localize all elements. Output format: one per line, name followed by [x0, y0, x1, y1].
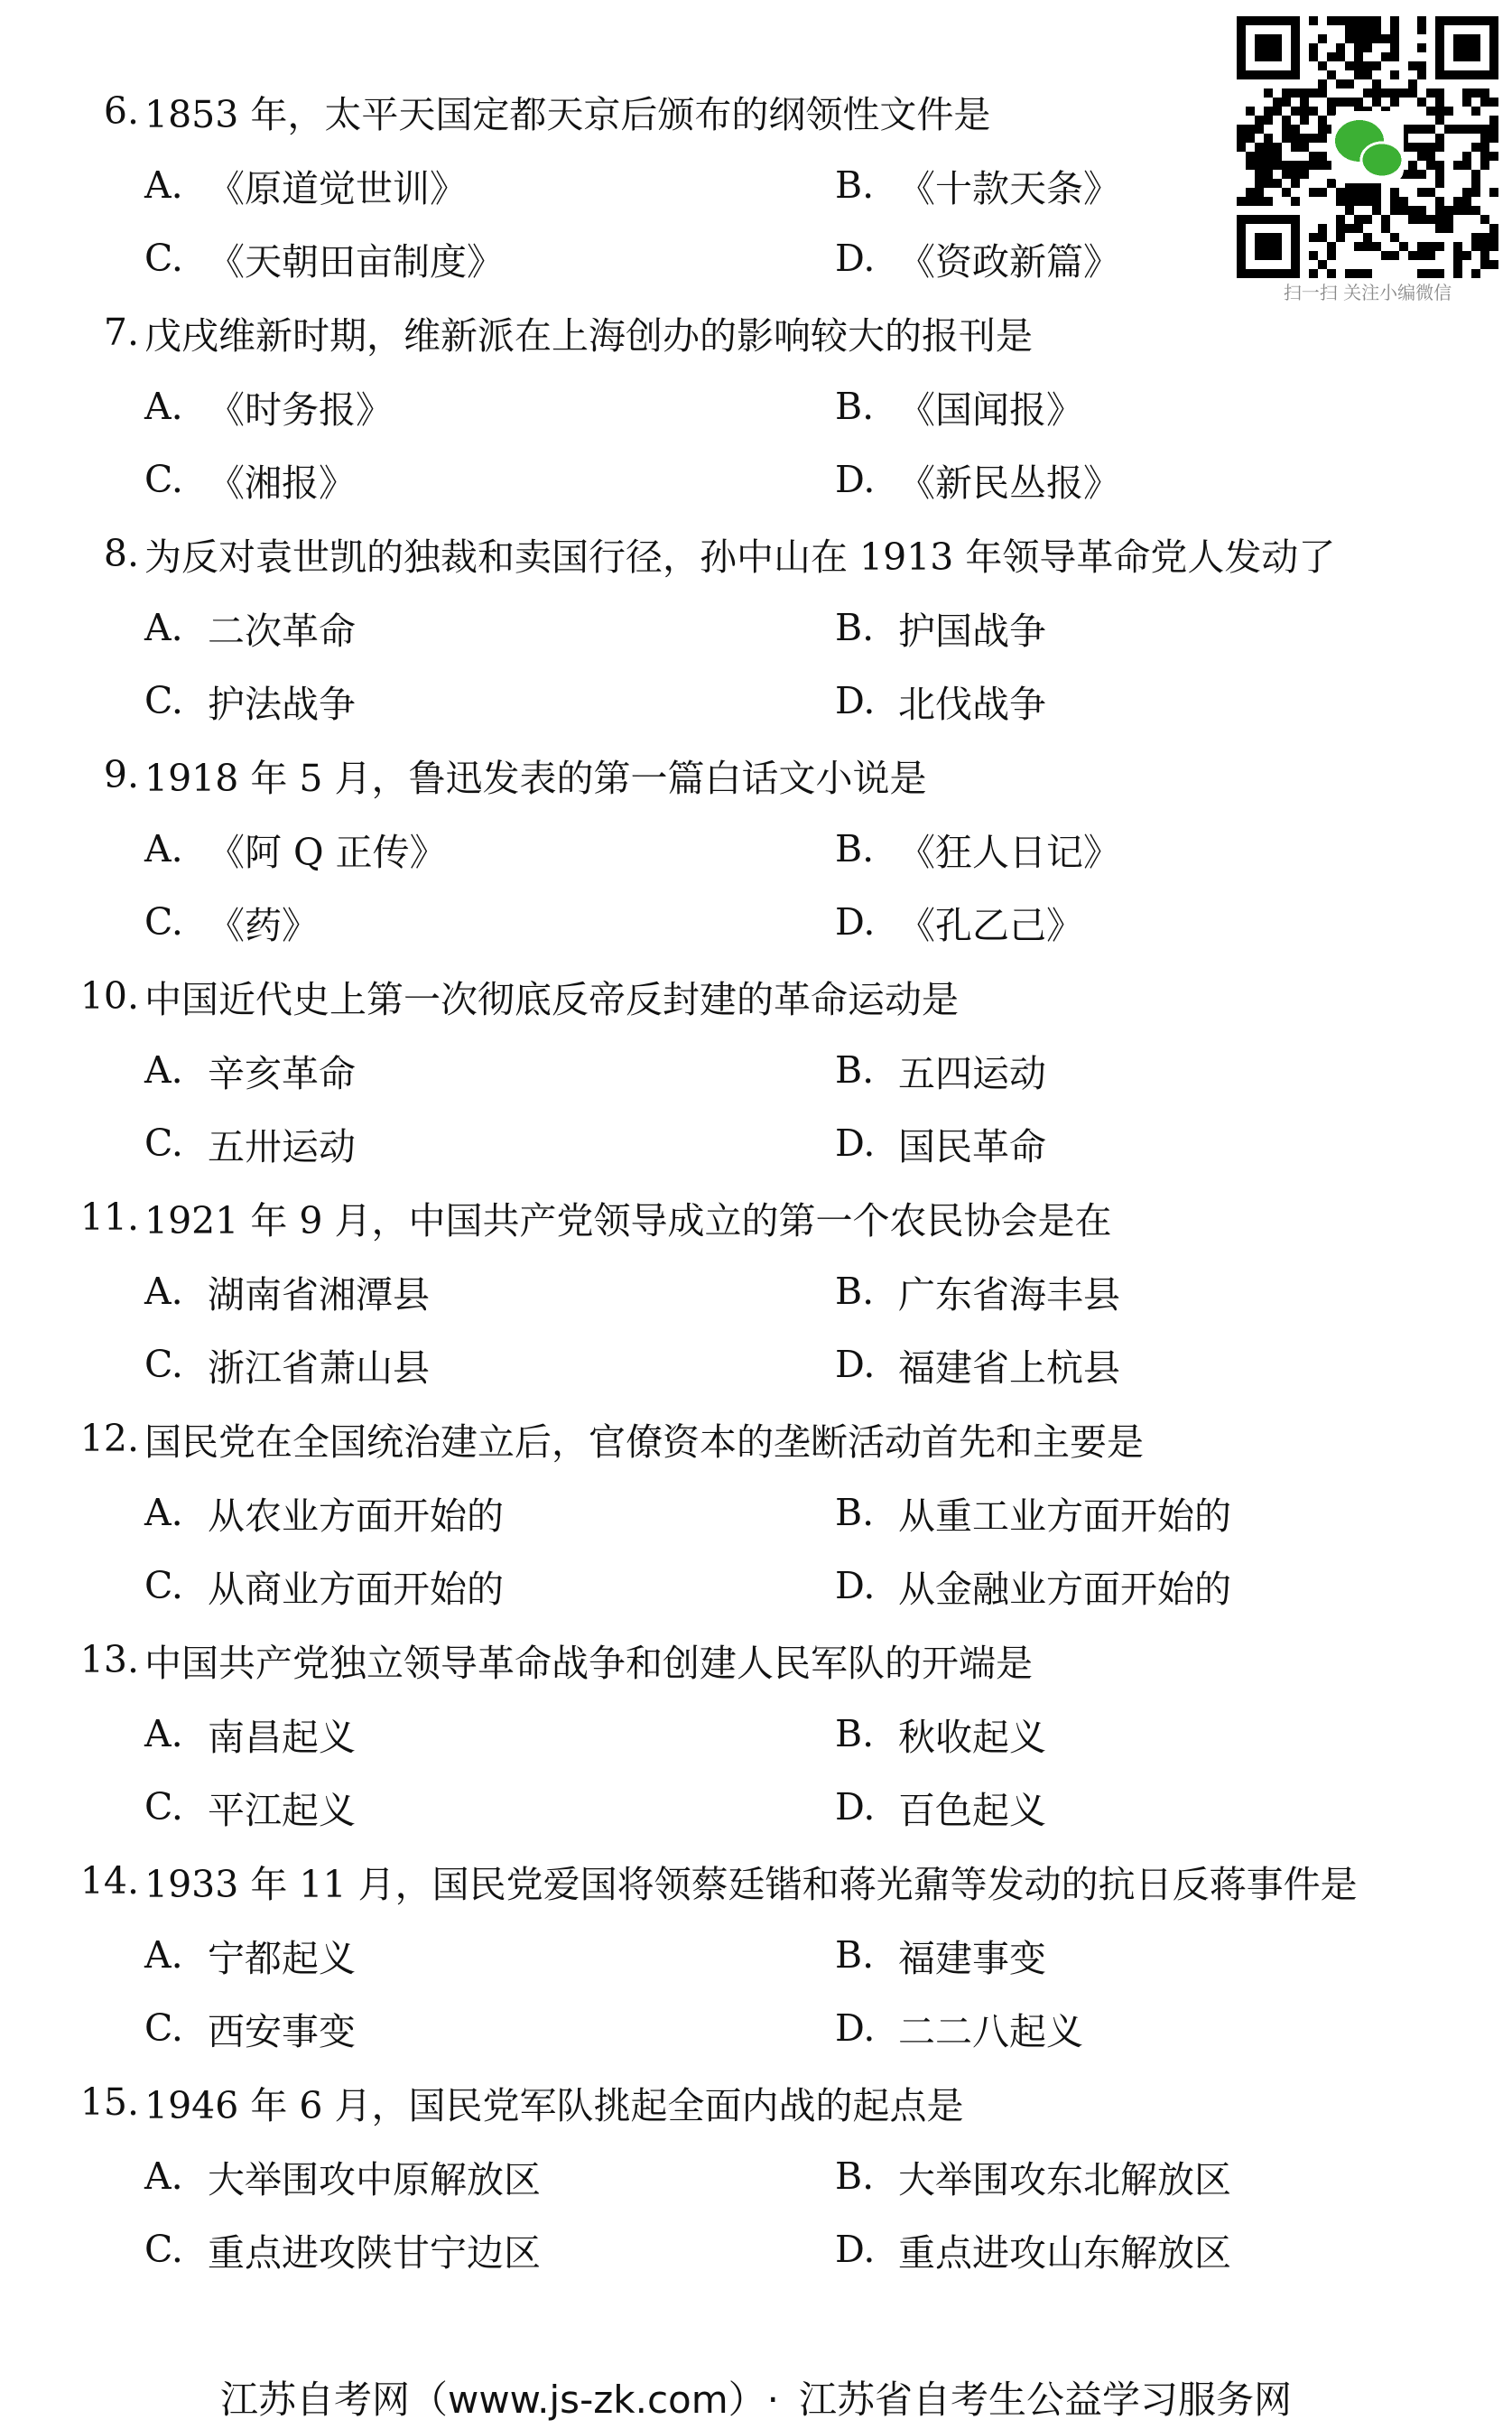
question-item	[0, 1401, 1512, 1623]
option-text: 《原道觉世训》	[208, 166, 467, 210]
question-stem	[0, 2065, 964, 2139]
option-text: 浙江省萧山县	[208, 1345, 430, 1390]
answer-option	[144, 1549, 504, 1623]
option-letter: D.	[835, 1121, 876, 1165]
question-text: 1933 年 11 月，国民党爱国将领蔡廷锴和蒋光鼐等发动的抗日反蒋事件是	[144, 1862, 1358, 1906]
answer-option	[144, 1254, 430, 1328]
answer-option	[835, 1991, 1083, 2065]
option-text: 从金融业方面开始的	[898, 1567, 1231, 1611]
question-item	[0, 517, 1512, 738]
answer-option	[144, 591, 356, 665]
option-letter: B.	[835, 1933, 875, 1977]
answer-option	[835, 442, 1120, 517]
question-stem	[0, 517, 1335, 591]
option-letter: D.	[835, 2228, 876, 2271]
question-text: 1853 年，太平天国定都天京后颁布的纲领性文件是	[144, 92, 991, 136]
option-letter: B.	[835, 1270, 875, 1313]
question-stem	[0, 74, 990, 148]
question-number: 14.	[79, 1859, 139, 1903]
option-text: 从商业方面开始的	[208, 1567, 504, 1611]
answer-option	[835, 591, 1046, 665]
option-letter: A.	[144, 1933, 183, 1977]
option-letter: D.	[835, 1564, 876, 1607]
question-text: 中国近代史上第一次彻底反帝反封建的革命运动是	[144, 977, 959, 1021]
option-letter: C.	[144, 900, 183, 944]
question-number: 12.	[79, 1417, 139, 1460]
option-text: 平江起义	[208, 1788, 356, 1832]
option-text: 百色起义	[898, 1788, 1046, 1832]
option-letter: B.	[835, 385, 875, 428]
answer-option	[835, 221, 1120, 295]
question-text: 戊戌维新时期，维新派在上海创办的影响较大的报刊是	[144, 313, 1033, 358]
answer-option	[144, 885, 319, 959]
option-text: 辛亥革命	[208, 1051, 356, 1095]
question-number: 7.	[103, 311, 139, 354]
qr-caption: 扫一扫 关注小编微信	[1283, 282, 1452, 303]
option-text: 《新民丛报》	[898, 461, 1120, 505]
option-text: 《湘报》	[208, 461, 356, 505]
answer-option	[144, 148, 467, 222]
answer-option	[835, 885, 1083, 959]
option-text: 湖南省湘潭县	[208, 1272, 430, 1317]
option-text: 《时务报》	[208, 387, 393, 432]
question-number: 10.	[79, 974, 139, 1018]
answer-option	[144, 1033, 356, 1107]
answer-option	[144, 369, 393, 443]
answer-option	[144, 1106, 356, 1180]
answer-option	[835, 148, 1120, 222]
answer-option	[144, 1327, 430, 1401]
option-text: 《孔乙己》	[898, 903, 1083, 947]
option-letter: A.	[144, 827, 183, 870]
question-number: 8.	[103, 532, 139, 575]
question-text: 1946 年 6 月，国民党军队挑起全面内战的起点是	[144, 2083, 964, 2127]
option-text: 《资政新篇》	[898, 239, 1120, 284]
answer-option	[835, 664, 1046, 738]
option-letter: B.	[835, 1491, 875, 1534]
option-letter: A.	[144, 1270, 183, 1313]
question-item	[0, 1623, 1512, 1844]
option-text: 护法战争	[208, 682, 356, 726]
option-letter: D.	[835, 458, 876, 501]
option-text: 大举围攻中原解放区	[208, 2157, 541, 2201]
option-text: 五卅运动	[208, 1124, 356, 1168]
footer	[0, 2370, 1512, 2424]
option-letter: C.	[144, 1343, 183, 1386]
question-item	[0, 2065, 1512, 2286]
option-text: 宁都起义	[208, 1936, 356, 1980]
option-letter: B.	[835, 606, 875, 649]
answer-option	[144, 221, 504, 295]
question-item	[0, 295, 1512, 517]
question-text: 国民党在全国统治建立后，官僚资本的垄断活动首先和主要是	[144, 1419, 1144, 1464]
answer-option	[144, 2139, 541, 2213]
question-item	[0, 74, 1512, 295]
option-letter: A.	[144, 1712, 183, 1755]
answer-option	[835, 1918, 1046, 1992]
question-text: 为反对袁世凯的独裁和卖国行径，孙中山在 1913 年领导革命党人发动了	[144, 535, 1336, 579]
question-text: 1921 年 9 月，中国共产党领导成立的第一个农民协会是在	[144, 1198, 1112, 1242]
question-number: 6.	[103, 89, 139, 133]
footer-separator: ·	[766, 2378, 780, 2422]
option-text: 二次革命	[208, 609, 356, 653]
question-item	[0, 959, 1512, 1180]
option-text: 福建省上杭县	[898, 1345, 1120, 1390]
question-stem	[0, 1623, 1033, 1697]
option-text: 广东省海丰县	[898, 1272, 1120, 1317]
option-text: 《狂人日记》	[898, 830, 1120, 874]
option-text: 《国闻报》	[898, 387, 1083, 432]
option-letter: C.	[144, 1121, 183, 1165]
option-text: 《阿 Q 正传》	[208, 830, 447, 874]
answer-option	[835, 1475, 1231, 1550]
option-text: 福建事变	[898, 1936, 1046, 1980]
option-letter: C.	[144, 237, 183, 280]
option-letter: C.	[144, 2228, 183, 2271]
option-letter: B.	[835, 2154, 875, 2198]
option-letter: C.	[144, 679, 183, 722]
question-number: 15.	[79, 2080, 139, 2124]
answer-option	[144, 2212, 541, 2286]
option-letter: B.	[835, 1048, 875, 1092]
answer-option	[835, 812, 1120, 886]
question-stem	[0, 295, 1033, 369]
option-letter: A.	[144, 385, 183, 428]
answer-option	[835, 1254, 1120, 1328]
option-letter: D.	[835, 1343, 876, 1386]
option-letter: D.	[835, 679, 876, 722]
answer-option	[835, 1327, 1120, 1401]
question-text: 中国共产党独立领导革命战争和创建人民军队的开端是	[144, 1641, 1033, 1685]
answer-option	[835, 2139, 1231, 2213]
answer-option	[144, 664, 356, 738]
option-letter: A.	[144, 163, 183, 207]
answer-option	[144, 442, 356, 517]
answer-option	[144, 1475, 504, 1550]
answer-option	[835, 1033, 1046, 1107]
option-letter: C.	[144, 1564, 183, 1607]
option-letter: D.	[835, 900, 876, 944]
option-letter: B.	[835, 163, 875, 207]
question-list	[0, 74, 1512, 2286]
answer-option	[835, 2212, 1231, 2286]
question-stem	[0, 738, 927, 812]
option-letter: D.	[835, 2006, 876, 2050]
question-item	[0, 1844, 1512, 2065]
option-letter: D.	[835, 237, 876, 280]
option-letter: A.	[144, 1491, 183, 1534]
option-text: 五四运动	[898, 1051, 1046, 1095]
option-letter: C.	[144, 2006, 183, 2050]
answer-option	[144, 1918, 356, 1992]
question-stem	[0, 959, 959, 1033]
option-text: 南昌起义	[208, 1715, 356, 1759]
option-text: 从重工业方面开始的	[898, 1494, 1231, 1538]
option-text: 北伐战争	[898, 682, 1046, 726]
option-text: 国民革命	[898, 1124, 1046, 1168]
option-text: 秋收起义	[898, 1715, 1046, 1759]
question-number: 13.	[79, 1638, 139, 1681]
option-letter: A.	[144, 2154, 183, 2198]
question-item	[0, 738, 1512, 959]
option-letter: A.	[144, 606, 183, 649]
option-letter: A.	[144, 1048, 183, 1092]
answer-option	[144, 812, 447, 886]
option-text: 重点进攻山东解放区	[898, 2230, 1231, 2275]
answer-option	[835, 1549, 1231, 1623]
answer-option	[144, 1697, 356, 1771]
answer-option	[144, 1770, 356, 1844]
question-number: 9.	[103, 753, 139, 796]
answer-option	[835, 1770, 1046, 1844]
option-text: 从农业方面开始的	[208, 1494, 504, 1538]
option-letter: C.	[144, 458, 183, 501]
option-text: 西安事变	[208, 2009, 356, 2053]
option-letter: B.	[835, 1712, 875, 1755]
question-stem	[0, 1844, 1358, 1918]
answer-option	[835, 1106, 1046, 1180]
option-text: 二二八起义	[898, 2009, 1083, 2053]
footer-site-link[interactable]: 江苏自考网（www.js-zk.com）	[219, 2378, 747, 2422]
question-text: 1918 年 5 月，鲁迅发表的第一篇白话文小说是	[144, 756, 927, 800]
option-text: 《十款天条》	[898, 166, 1120, 210]
footer-site-description: 江苏省自考生公益学习服务网	[799, 2378, 1293, 2422]
option-text: 《药》	[208, 903, 319, 947]
answer-option	[835, 369, 1083, 443]
option-text: 大举围攻东北解放区	[898, 2157, 1231, 2201]
answer-option	[835, 1697, 1046, 1771]
question-stem	[0, 1180, 1112, 1254]
answer-option	[144, 1991, 356, 2065]
question-number: 11.	[79, 1196, 139, 1239]
option-text: 《天朝田亩制度》	[208, 239, 504, 284]
option-text: 护国战争	[898, 609, 1046, 653]
option-text: 重点进攻陕甘宁边区	[208, 2230, 541, 2275]
option-letter: B.	[835, 827, 875, 870]
question-item	[0, 1180, 1512, 1401]
option-letter: D.	[835, 1785, 876, 1829]
question-stem	[0, 1401, 1144, 1475]
option-letter: C.	[144, 1785, 183, 1829]
